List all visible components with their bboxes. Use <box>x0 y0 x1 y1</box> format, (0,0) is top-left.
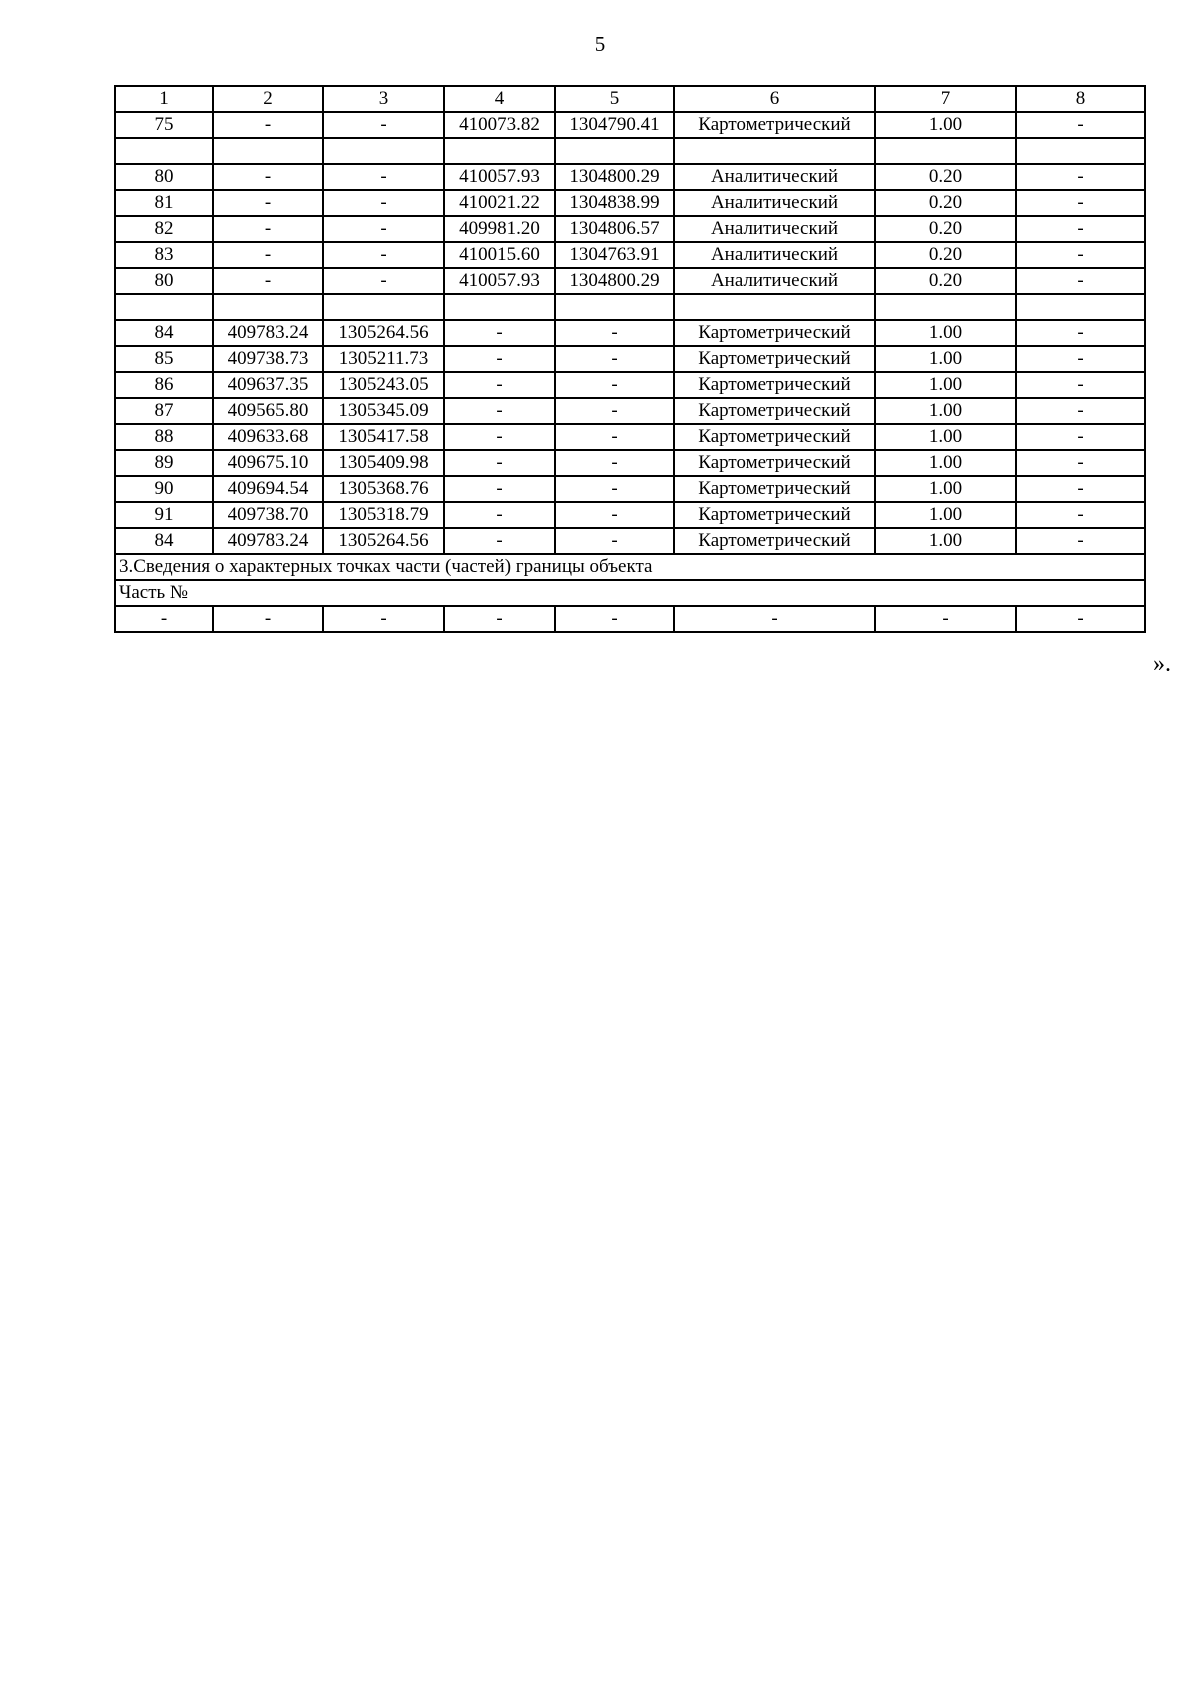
cell-method <box>674 294 875 320</box>
cell-accuracy: - <box>875 606 1016 632</box>
table-row <box>115 112 1145 138</box>
table-row <box>115 398 1145 424</box>
cell-y-coord: - <box>323 606 444 632</box>
cell-method: Картометрический <box>674 346 875 372</box>
cell-method: Аналитический <box>674 242 875 268</box>
cell-y-coord-new: - <box>555 450 674 476</box>
cell-y-coord-new: 1304800.29 <box>555 164 674 190</box>
cell-x-coord: - <box>213 268 323 294</box>
cell-x-coord-new: - <box>444 372 555 398</box>
cell-point-number: - <box>115 606 213 632</box>
cell-y-coord: 1305345.09 <box>323 398 444 424</box>
cell-y-coord: - <box>323 216 444 242</box>
cell-x-coord: 409738.70 <box>213 502 323 528</box>
table-header-row <box>115 86 1145 112</box>
cell-x-coord-new: - <box>444 450 555 476</box>
part-label: Часть № <box>115 580 1145 606</box>
cell-method: Картометрический <box>674 450 875 476</box>
cell-method: Картометрический <box>674 398 875 424</box>
cell-y-coord: 3 <box>323 86 444 112</box>
cell-point-number: 83 <box>115 242 213 268</box>
cell-point-number: 91 <box>115 502 213 528</box>
cell-description: - <box>1016 398 1145 424</box>
table-row <box>115 242 1145 268</box>
cell-x-coord-new: - <box>444 502 555 528</box>
cell-description: - <box>1016 346 1145 372</box>
cell-point-number: 1 <box>115 86 213 112</box>
table-row <box>115 346 1145 372</box>
cell-method: Картометрический <box>674 476 875 502</box>
cell-method: - <box>674 606 875 632</box>
cell-description: - <box>1016 242 1145 268</box>
cell-method: Картометрический <box>674 424 875 450</box>
cell-point-number: 88 <box>115 424 213 450</box>
table-row <box>115 372 1145 398</box>
cell-point-number: 89 <box>115 450 213 476</box>
cell-x-coord-new: 410015.60 <box>444 242 555 268</box>
table-body <box>115 86 1145 632</box>
section-title-row <box>115 554 1145 580</box>
cell-y-coord: - <box>323 268 444 294</box>
cell-description: - <box>1016 502 1145 528</box>
cell-x-coord: 409637.35 <box>213 372 323 398</box>
cell-x-coord: 409675.10 <box>213 450 323 476</box>
part-data-row <box>115 606 1145 632</box>
cell-x-coord-new: - <box>444 528 555 554</box>
cell-point-number <box>115 138 213 164</box>
table-row <box>115 138 1145 164</box>
cell-point-number: 75 <box>115 112 213 138</box>
cell-method: Аналитический <box>674 190 875 216</box>
cell-point-number: 84 <box>115 320 213 346</box>
cell-y-coord-new: - <box>555 398 674 424</box>
cell-method: Аналитический <box>674 268 875 294</box>
cell-point-number: 80 <box>115 164 213 190</box>
cell-x-coord-new: 409981.20 <box>444 216 555 242</box>
cell-x-coord <box>213 294 323 320</box>
cell-accuracy: 0.20 <box>875 216 1016 242</box>
cell-y-coord-new: 1304806.57 <box>555 216 674 242</box>
cell-description: 8 <box>1016 86 1145 112</box>
part-label-row <box>115 580 1145 606</box>
cell-y-coord: 1305264.56 <box>323 320 444 346</box>
cell-y-coord-new: - <box>555 320 674 346</box>
table-row <box>115 164 1145 190</box>
cell-description: - <box>1016 164 1145 190</box>
cell-method: Аналитический <box>674 164 875 190</box>
cell-x-coord: - <box>213 112 323 138</box>
cell-y-coord-new: 1304838.99 <box>555 190 674 216</box>
cell-accuracy: 7 <box>875 86 1016 112</box>
cell-x-coord: 409694.54 <box>213 476 323 502</box>
cell-method <box>674 138 875 164</box>
cell-point-number: 81 <box>115 190 213 216</box>
table-row <box>115 528 1145 554</box>
cell-point-number: 85 <box>115 346 213 372</box>
cell-description: - <box>1016 320 1145 346</box>
cell-y-coord-new: 5 <box>555 86 674 112</box>
cell-accuracy: 1.00 <box>875 372 1016 398</box>
cell-accuracy: 0.20 <box>875 190 1016 216</box>
cell-x-coord: 409783.24 <box>213 528 323 554</box>
cell-y-coord-new: 1304763.91 <box>555 242 674 268</box>
cell-x-coord: 409633.68 <box>213 424 323 450</box>
cell-y-coord-new <box>555 138 674 164</box>
cell-x-coord <box>213 138 323 164</box>
cell-accuracy: 1.00 <box>875 450 1016 476</box>
table-row <box>115 190 1145 216</box>
cell-y-coord: 1305368.76 <box>323 476 444 502</box>
cell-y-coord <box>323 294 444 320</box>
cell-y-coord: 1305211.73 <box>323 346 444 372</box>
cell-x-coord-new: - <box>444 346 555 372</box>
cell-accuracy: 1.00 <box>875 476 1016 502</box>
cell-y-coord-new <box>555 294 674 320</box>
cell-description: - <box>1016 372 1145 398</box>
table-row <box>115 268 1145 294</box>
table-row <box>115 424 1145 450</box>
cell-point-number: 86 <box>115 372 213 398</box>
cell-y-coord: 1305417.58 <box>323 424 444 450</box>
cell-x-coord-new: 410021.22 <box>444 190 555 216</box>
cell-description: - <box>1016 450 1145 476</box>
cell-x-coord-new: - <box>444 320 555 346</box>
cell-y-coord-new: - <box>555 372 674 398</box>
cell-description <box>1016 294 1145 320</box>
cell-accuracy: 1.00 <box>875 502 1016 528</box>
cell-x-coord-new: - <box>444 398 555 424</box>
cell-point-number <box>115 294 213 320</box>
cell-y-coord-new: - <box>555 528 674 554</box>
cell-x-coord: 2 <box>213 86 323 112</box>
cell-description: - <box>1016 268 1145 294</box>
cell-description <box>1016 138 1145 164</box>
cell-method: 6 <box>674 86 875 112</box>
cell-y-coord <box>323 138 444 164</box>
cell-method: Картометрический <box>674 528 875 554</box>
table-row <box>115 216 1145 242</box>
table-row <box>115 320 1145 346</box>
cell-accuracy: 1.00 <box>875 398 1016 424</box>
cell-x-coord-new: 4 <box>444 86 555 112</box>
cell-x-coord: - <box>213 216 323 242</box>
cell-point-number: 84 <box>115 528 213 554</box>
cell-description: - <box>1016 606 1145 632</box>
cell-x-coord-new: - <box>444 476 555 502</box>
cell-accuracy: 1.00 <box>875 320 1016 346</box>
cell-x-coord: 409565.80 <box>213 398 323 424</box>
cell-method: Картометрический <box>674 320 875 346</box>
cell-x-coord-new: 410057.93 <box>444 268 555 294</box>
cell-method: Картометрический <box>674 112 875 138</box>
cell-accuracy: 0.20 <box>875 242 1016 268</box>
cell-y-coord-new: - <box>555 424 674 450</box>
cell-accuracy: 1.00 <box>875 424 1016 450</box>
cell-y-coord: - <box>323 112 444 138</box>
cell-point-number: 87 <box>115 398 213 424</box>
table-row <box>115 294 1145 320</box>
cell-method: Картометрический <box>674 372 875 398</box>
cell-description: - <box>1016 216 1145 242</box>
table-row <box>115 502 1145 528</box>
cell-description: - <box>1016 476 1145 502</box>
cell-method: Картометрический <box>674 502 875 528</box>
cell-x-coord-new <box>444 138 555 164</box>
cell-x-coord-new: 410057.93 <box>444 164 555 190</box>
cell-point-number: 80 <box>115 268 213 294</box>
cell-y-coord: 1305264.56 <box>323 528 444 554</box>
cell-x-coord: - <box>213 164 323 190</box>
cell-x-coord: - <box>213 190 323 216</box>
cell-y-coord-new: - <box>555 606 674 632</box>
cell-x-coord-new: - <box>444 606 555 632</box>
cell-method: Аналитический <box>674 216 875 242</box>
cell-accuracy: 1.00 <box>875 112 1016 138</box>
cell-x-coord: 409783.24 <box>213 320 323 346</box>
cell-y-coord: - <box>323 190 444 216</box>
cell-accuracy: 1.00 <box>875 346 1016 372</box>
cell-point-number: 90 <box>115 476 213 502</box>
cell-y-coord: 1305409.98 <box>323 450 444 476</box>
cell-point-number: 82 <box>115 216 213 242</box>
cell-x-coord: 409738.73 <box>213 346 323 372</box>
cell-y-coord-new: - <box>555 502 674 528</box>
section-title: 3.Сведения о характерных точках части (частей) границы объекта <box>115 554 1145 580</box>
cell-y-coord-new: 1304800.29 <box>555 268 674 294</box>
closing-quote-mark: ». <box>1153 651 1171 677</box>
cell-x-coord-new <box>444 294 555 320</box>
cell-x-coord: - <box>213 242 323 268</box>
cell-description: - <box>1016 424 1145 450</box>
cell-x-coord-new: 410073.82 <box>444 112 555 138</box>
cell-accuracy: 0.20 <box>875 268 1016 294</box>
cell-x-coord-new: - <box>444 424 555 450</box>
cell-accuracy <box>875 138 1016 164</box>
cell-y-coord: - <box>323 242 444 268</box>
cell-y-coord-new: - <box>555 476 674 502</box>
cell-y-coord: 1305318.79 <box>323 502 444 528</box>
cell-accuracy: 1.00 <box>875 528 1016 554</box>
cell-y-coord: - <box>323 164 444 190</box>
cell-accuracy <box>875 294 1016 320</box>
cell-y-coord: 1305243.05 <box>323 372 444 398</box>
cell-y-coord-new: - <box>555 346 674 372</box>
cell-description: - <box>1016 190 1145 216</box>
cell-accuracy: 0.20 <box>875 164 1016 190</box>
cell-y-coord-new: 1304790.41 <box>555 112 674 138</box>
table-row <box>115 476 1145 502</box>
cell-description: - <box>1016 112 1145 138</box>
boundary-points-table <box>114 85 1146 633</box>
cell-x-coord: - <box>213 606 323 632</box>
page-number: 5 <box>594 32 606 56</box>
cell-description: - <box>1016 528 1145 554</box>
table-row <box>115 450 1145 476</box>
